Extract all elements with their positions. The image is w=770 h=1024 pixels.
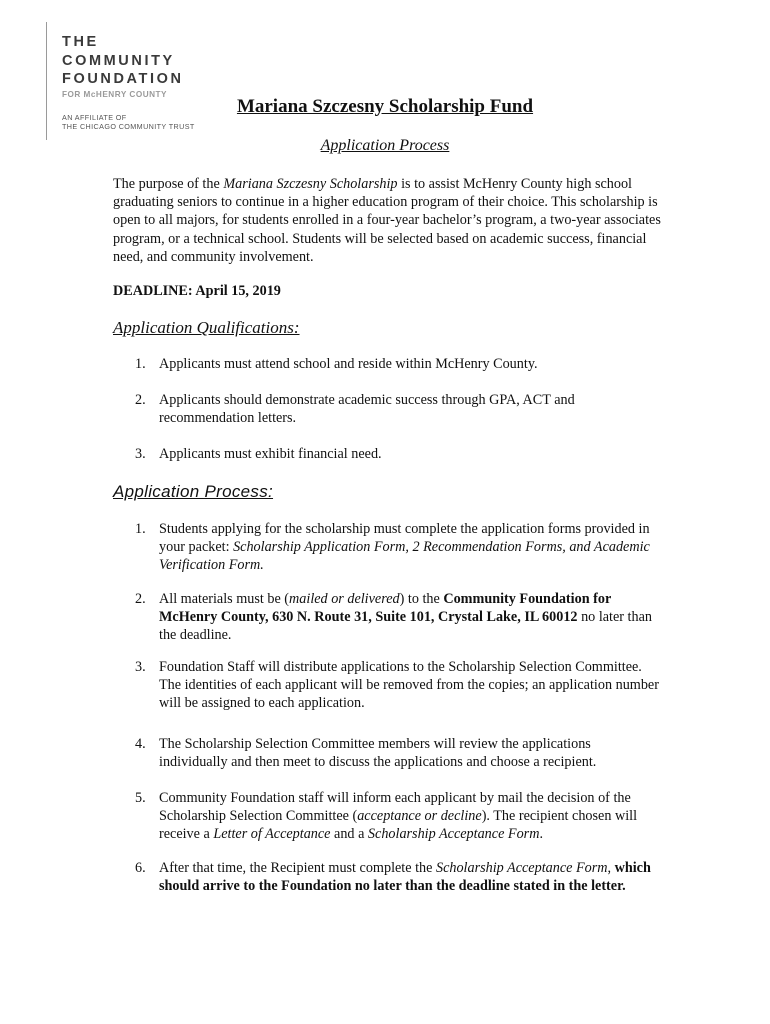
list-number: 2. bbox=[135, 591, 146, 607]
logo-affiliate-line-1: AN AFFILIATE OF bbox=[62, 112, 127, 122]
deadline: DEADLINE: April 15, 2019 bbox=[113, 283, 281, 299]
item-emphasis: Scholarship Acceptance Form bbox=[367, 826, 540, 843]
list-number: 2. bbox=[135, 392, 146, 408]
item-emphasis: Scholarship Acceptance Form bbox=[435, 860, 608, 876]
qualifications-heading: Application Qualifications: bbox=[113, 318, 300, 337]
item-text: , bbox=[607, 860, 615, 876]
list-text: Foundation Staff will distribute applications to the Scholarship Selection Committee. The identities of each applicant will be removed from the copies; an application number will be assigned to each application. bbox=[159, 659, 659, 712]
item-text: After that time, the Recipient must complete the bbox=[159, 860, 436, 876]
item-forms: Scholarship Application Form, 2 Recommendation Forms, and Academic Verification Form. bbox=[159, 539, 650, 574]
list-number: 4. bbox=[135, 736, 146, 752]
logo-affiliate-line-2: THE CHICAGO COMMUNITY TRUST bbox=[62, 122, 195, 131]
item-text: . bbox=[539, 826, 543, 843]
list-number: 3. bbox=[135, 659, 146, 675]
list-text bbox=[159, 520, 659, 575]
item-text: no later than the deadline. bbox=[159, 609, 652, 644]
list-text bbox=[159, 859, 659, 895]
document-title-text: Mariana Szczesny Scholarship Fund bbox=[236, 96, 534, 117]
list-text: The Scholarship Selection Committee members will review the applications individually and then meet to discuss the applications and choose a recipient. bbox=[159, 736, 597, 771]
logo-divider bbox=[46, 22, 47, 140]
list-number: 1. bbox=[135, 521, 146, 537]
list-number: 6. bbox=[135, 860, 146, 876]
intro-text-b: Mariana Szczesny Scholarship bbox=[223, 176, 398, 192]
list-text bbox=[159, 789, 659, 844]
item-text: ) to the bbox=[399, 591, 444, 607]
item-text: Students applying for the scholarship must complete the application forms provided in your packet: bbox=[159, 521, 650, 556]
intro-text-a: The purpose of the bbox=[113, 176, 224, 192]
intro-text-c: is to assist McHenry County high school graduating seniors to continue in a higher education program of their choice. This scholarship is open to all majors, for students enrolled in a four-year bachelor’s program, a two-year associates program, or a technical school. Students will be selected based on academic success, financial need, and community involvement. bbox=[113, 176, 661, 265]
process-heading: Application Process: bbox=[113, 482, 274, 501]
list-text: Applicants should demonstrate academic success through GPA, ACT and recommendation letters. bbox=[159, 392, 575, 427]
logo-line-2: COMMUNITY bbox=[62, 52, 175, 69]
item-bold: which should arrive to the Foundation no later than the deadline stated in the letter. bbox=[159, 860, 651, 895]
list-text: Applicants must attend school and reside within McHenry County. bbox=[159, 356, 538, 372]
list-text bbox=[159, 590, 659, 645]
list-number: 3. bbox=[135, 446, 146, 462]
list-number: 5. bbox=[135, 790, 146, 806]
item-text: and a bbox=[330, 826, 368, 843]
logo-line-3: FOUNDATION bbox=[62, 71, 184, 87]
item-emphasis: acceptance or decline bbox=[357, 808, 482, 825]
logo-subtitle: FOR McHENRY COUNTY bbox=[62, 89, 167, 99]
document-title bbox=[0, 96, 770, 118]
foundation-address: Community Foundation for McHenry County, 630 N. Route 31, Suite 101, Crystal Lake, IL 60012 bbox=[159, 591, 611, 626]
list-number: 1. bbox=[135, 356, 146, 372]
item-text: All materials must be ( bbox=[159, 591, 290, 607]
item-text: ). The recipient chosen will receive a bbox=[159, 808, 638, 843]
list-text: Applicants must exhibit financial need. bbox=[159, 446, 382, 462]
item-emphasis: Letter of Acceptance bbox=[213, 826, 331, 843]
document-subtitle-text: Application Process bbox=[320, 137, 450, 154]
intro-paragraph bbox=[113, 175, 673, 266]
item-text: Community Foundation staff will inform each applicant by mail the decision of the Scholarship Selection Committee ( bbox=[159, 790, 631, 825]
item-emphasis: mailed or delivered bbox=[289, 591, 400, 607]
logo-line-1: THE bbox=[62, 34, 99, 50]
document-subtitle bbox=[0, 137, 770, 155]
